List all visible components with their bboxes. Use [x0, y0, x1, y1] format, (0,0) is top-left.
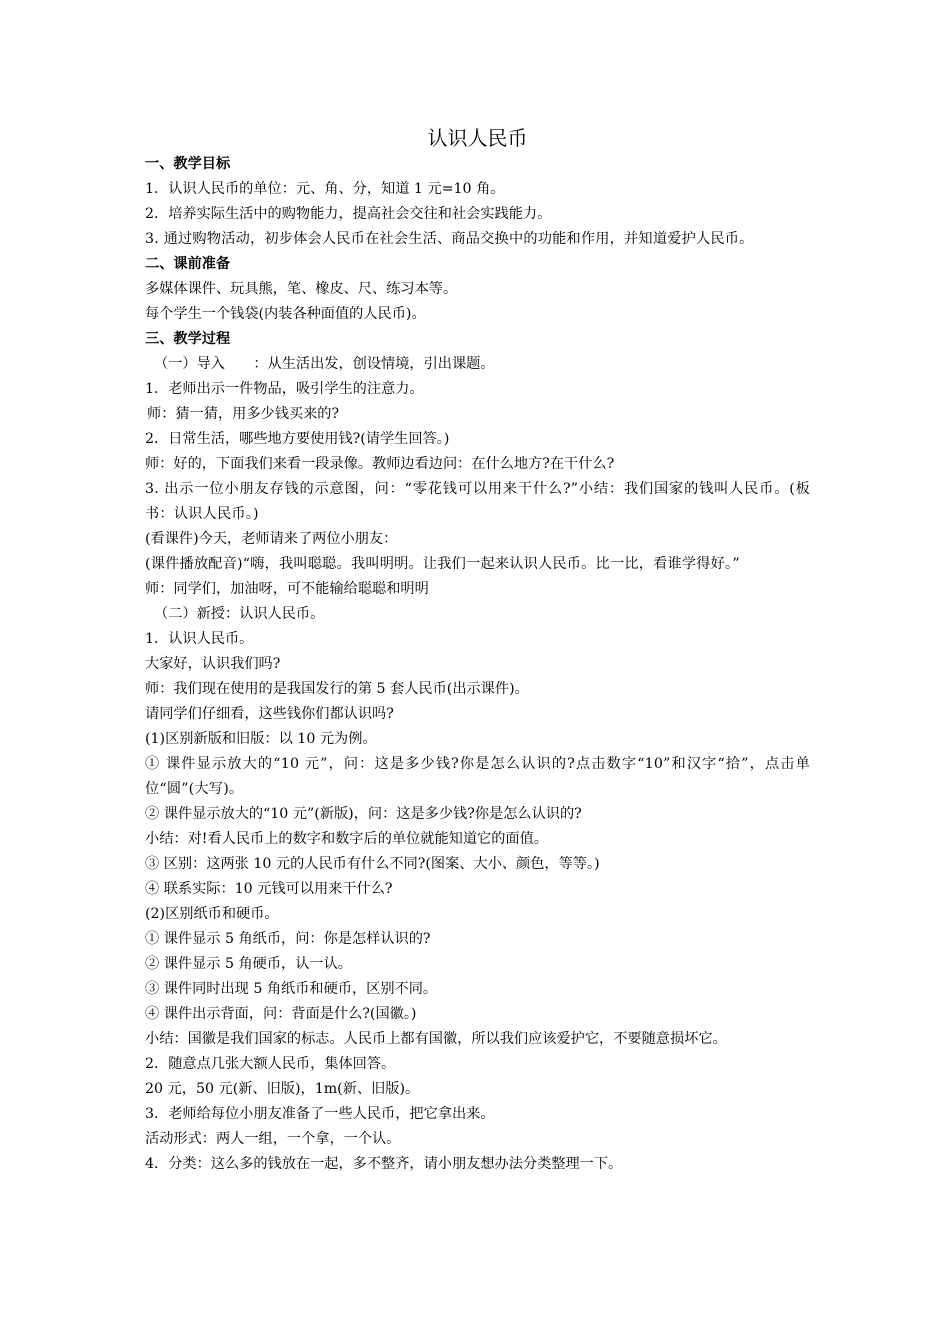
paragraph: 每个学生一个钱袋(内装各种面值的人民币)。: [145, 306, 426, 322]
paragraph: 1．老师出示一件物品，吸引学生的注意力。: [145, 381, 424, 397]
paragraph: 4．分类：这么多的钱放在一起，多不整齐，请小朋友想办法分类整理一下。: [145, 1156, 623, 1172]
paragraph: ② 课件显示放大的“10 元”(新版)，问：这是多少钱?你是怎么认识的?: [145, 806, 582, 822]
subsection-heading-new-teaching: （二）新授：认识人民币。: [154, 606, 325, 622]
paragraph: 师：我们现在使用的是我国发行的第 5 套人民币(出示课件)。: [145, 681, 529, 697]
paragraph: (看课件)今天，老师请来了两位小朋友：: [145, 531, 398, 547]
paragraph: 2．随意点几张大额人民币，集体回答。: [145, 1056, 396, 1072]
paragraph: 师：猜一猜，用多少钱买来的?: [147, 406, 340, 422]
paragraph: 3．老师给每位小朋友准备了一些人民币，把它拿出来。: [145, 1106, 495, 1122]
section-heading-process: 三、教学过程: [145, 331, 231, 347]
paragraph: 1．认识人民币。: [145, 631, 254, 647]
paragraph: ② 课件显示 5 角硬币，认一认。: [145, 956, 352, 972]
section-heading-objectives: 一、教学目标: [145, 156, 231, 172]
paragraph: 小结：对!看人民币上的数字和数字后的单位就能知道它的面值。: [145, 831, 548, 847]
paragraph: ③ 区别：这两张 10 元的人民币有什么不同?(图案、大小、颜色，等等。): [145, 856, 600, 872]
paragraph: 1．认识人民币的单位：元、角、分，知道 1 元=10 角。: [145, 181, 505, 197]
paragraph: 师：好的，下面我们来看一段录像。教师边看边问：在什么地方?在干什么?: [145, 456, 615, 472]
paragraph: ④ 联系实际：10 元钱可以用来干什么?: [145, 881, 393, 897]
paragraph: ① 课件显示 5 角纸币，问：你是怎样认识的?: [145, 931, 431, 947]
paragraph: ③ 课件同时出现 5 角纸币和硬币，区别不同。: [145, 981, 438, 997]
document-body: [145, 124, 810, 1177]
paragraph: 大家好，认识我们吗?: [145, 656, 281, 672]
paragraph: 小结：国徽是我们国家的标志。人民币上都有国徽，所以我们应该爱护它，不要随意损坏它。: [145, 1031, 727, 1047]
paragraph: 多媒体课件、玩具熊，笔、橡皮、尺、练习本等。: [145, 281, 458, 297]
paragraph: ① 课件显示放大的“10 元”，问：这是多少钱?你是怎么认识的?点击数字“10”和汉字“拾”，点击单位“圆”(大写)。: [145, 756, 810, 797]
paragraph: (2)区别纸币和硬币。: [145, 906, 279, 922]
paragraph: ④ 课件出示背面，问：背面是什么?(国徽。): [145, 1006, 417, 1022]
paragraph: 3. 出示一位小朋友存钱的示意图，问：“零花钱可以用来干什么?”小结：我们国家的钱叫人民币。(板书：认识人民币。): [145, 481, 810, 522]
paragraph: 3. 通过购物活动，初步体会人民币在社会生活、商品交换中的功能和作用，并知道爱护人民币。: [145, 231, 754, 247]
paragraph: (课件播放配音)“嗨，我叫聪聪。我叫明明。让我们一起来认识人民币。比一比，看谁学得好。”: [145, 556, 740, 572]
document-title: 认识人民币: [427, 126, 528, 150]
paragraph: 2．培养实际生活中的购物能力，提高社会交往和社会实践能力。: [145, 206, 552, 222]
paragraph: 请同学们仔细看，这些钱你们都认识吗?: [145, 706, 394, 722]
paragraph: 2．日常生活，哪些地方要使用钱?(请学生回答。): [145, 431, 450, 447]
paragraph: (1)区别新版和旧版：以 10 元为例。: [145, 731, 377, 747]
paragraph: 师：同学们，加油呀，可不能输给聪聪和明明: [145, 581, 429, 597]
paragraph: 活动形式：两人一组，一个拿，一个认。: [145, 1131, 401, 1147]
paragraph: 20 元，50 元(新、旧版)，1m(新、旧版)。: [145, 1081, 420, 1097]
section-heading-preparation: 二、课前准备: [145, 256, 231, 272]
subsection-heading-intro: （一）导入 ：从生活出发，创设情境，引出课题。: [154, 356, 495, 372]
